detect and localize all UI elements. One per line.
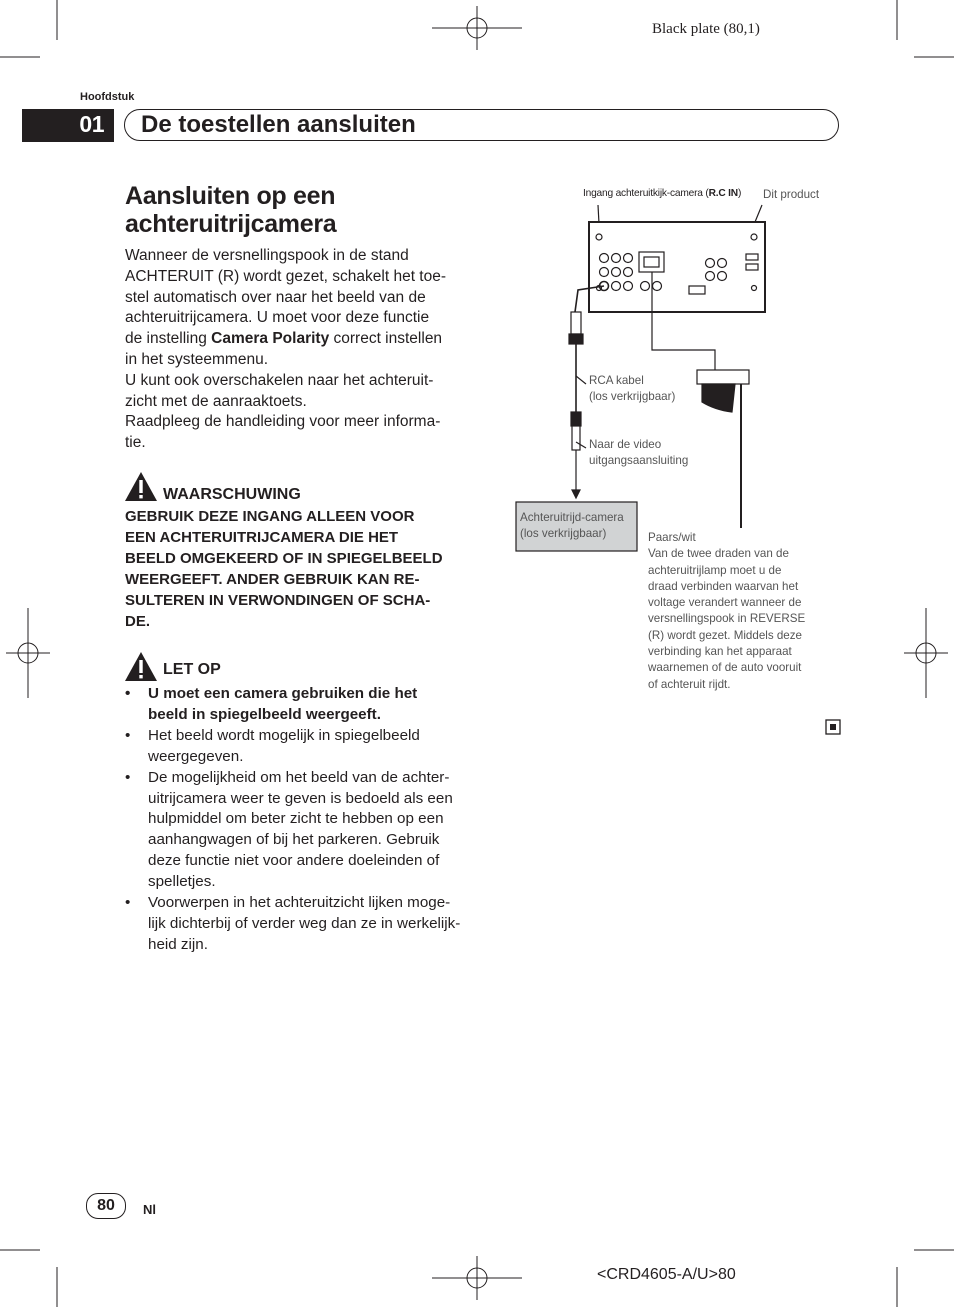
text-line: ) (737, 188, 742, 199)
warning-heading: WAARSCHUWING (163, 486, 301, 503)
text-line: Voorwerpen in het achteruitzicht lijken moge- (148, 894, 451, 912)
rc-in-label: R.C IN (708, 188, 738, 199)
warning-line: GEBRUIK DEZE INGANG ALLEEN VOOR (125, 508, 415, 525)
list-item (125, 684, 470, 726)
text-line: Naar de video (589, 438, 662, 451)
warning-line: DE. (125, 613, 151, 630)
text-line: (los verkrijgbaar) (520, 527, 607, 541)
rca-cable-label (589, 373, 675, 406)
video-output-label (589, 437, 688, 470)
text-line: de instelling (125, 330, 212, 348)
list-item (125, 726, 470, 768)
text-line: Ingang achteruitkijk-camera ( (583, 188, 709, 199)
warning-icon (124, 471, 158, 502)
text-line: aanhangwagen of bij het parkeren. Gebruik (148, 831, 440, 849)
warning-text (125, 506, 470, 632)
text-line: Paars/wit (648, 531, 696, 544)
text-line: tie. (125, 434, 146, 452)
list-item (125, 768, 470, 893)
text-line: correct instellen (329, 330, 443, 348)
chapter-number: 01 (79, 111, 104, 137)
text-line: (R) wordt gezet. Middels deze (648, 628, 803, 642)
input-label (583, 186, 741, 202)
black-plate-label: Black plate (80,1) (652, 21, 760, 37)
caution-heading: LET OP (163, 661, 221, 678)
text-line: U kunt ook overschakelen naar het achteruit- (125, 371, 434, 389)
camera-polarity-setting: Camera Polarity (211, 330, 330, 348)
text-line: verbinding kan het apparaat (648, 645, 792, 659)
product-label: Dit product (763, 188, 820, 201)
page-number: 80 (97, 1197, 115, 1214)
text-line: beeld in spiegelbeeld weergeeft. (148, 705, 381, 723)
text-line: hulpmiddel om beter zicht te hebben op een (148, 810, 444, 828)
text-line: Raadpleeg de handleiding voor meer informa- (125, 413, 441, 431)
text-line: in het systeemmenu. (125, 350, 269, 368)
text-line: versnellingspook in REVERSE (648, 612, 806, 626)
text-line: stel automatisch over naar het beeld van de (125, 288, 426, 306)
intro-paragraph (125, 246, 470, 371)
text-line: voltage verandert wanneer de (648, 596, 802, 610)
section-end-icon (825, 719, 841, 735)
text-line: lijk dichterbij of verder weg dan ze in werkelijk- (148, 914, 461, 932)
text-line: Achteruitrijd-camera (520, 511, 624, 524)
chapter-label: Hoofdstuk (80, 91, 135, 103)
touch-key-paragraph (125, 371, 470, 413)
list-item (125, 893, 470, 956)
text-line: of achteruit rijdt. (648, 677, 731, 691)
caution-bullet-list (125, 684, 470, 956)
text-line: uitgangsaansluiting (589, 454, 689, 468)
text-line: ACHTERUIT (R) wordt gezet, schakelt het toe- (125, 267, 447, 285)
section-title-line1: Aansluiten op een (125, 182, 336, 210)
text-line: Van de twee draden van de (648, 547, 789, 561)
text-line: Het beeld wordt mogelijk in spiegelbeeld (148, 726, 420, 744)
camera-label (520, 510, 624, 543)
chapter-title: De toestellen aansluiten (141, 111, 416, 138)
warning-line: WEERGEEFT. ANDER GEBRUIK KAN RE- (125, 571, 420, 588)
intro-text (125, 246, 470, 454)
chapter-title-box (124, 109, 839, 141)
text-line: waarnemen of de auto vooruit (648, 661, 802, 675)
text-line: De mogelijkheid om het beeld van de achter- (148, 768, 450, 786)
manual-paragraph (125, 412, 470, 454)
text-line: RCA kabel (589, 374, 644, 387)
text-line: (los verkrijgbaar) (589, 390, 676, 404)
text-line: draad verbinden waarvan het (648, 579, 799, 593)
document-code: <CRD4605-A/U>80 (597, 1266, 736, 1283)
text-line: heid zijn. (148, 935, 208, 953)
text-line: achteruitrijcamera. U moet voor deze functie (125, 309, 430, 327)
text-line: U moet een camera gebruiken die het (148, 685, 418, 702)
warning-line: EEN ACHTERUITRIJCAMERA DIE HET (125, 529, 399, 546)
wire-instructions (648, 530, 805, 693)
text-line: achteruitrijlamp moet u de (648, 563, 782, 577)
caution-icon (124, 651, 158, 682)
section-title (125, 182, 455, 238)
warning-line: SULTEREN IN VERWONDINGEN OF SCHA- (125, 592, 431, 609)
text-line: Wanneer de versnellingspook in de stand (125, 247, 409, 264)
page-number-badge (86, 1193, 126, 1219)
chapter-number-box (22, 109, 114, 142)
language-code: Nl (143, 1202, 156, 1217)
section-title-line2: achteruitrijcamera (125, 210, 337, 238)
text-line: weergegeven. (148, 747, 244, 765)
text-line: deze functie niet voor andere doeleinden of (148, 852, 440, 870)
warning-line: BEELD OMGEKEERD OF IN SPIEGELBEELD (125, 550, 443, 567)
text-line: spelletjes. (148, 873, 216, 891)
text-line: uitrijcamera weer te geven is bedoeld als een (148, 789, 453, 807)
text-line: zicht met de aanraaktoets. (125, 392, 307, 410)
